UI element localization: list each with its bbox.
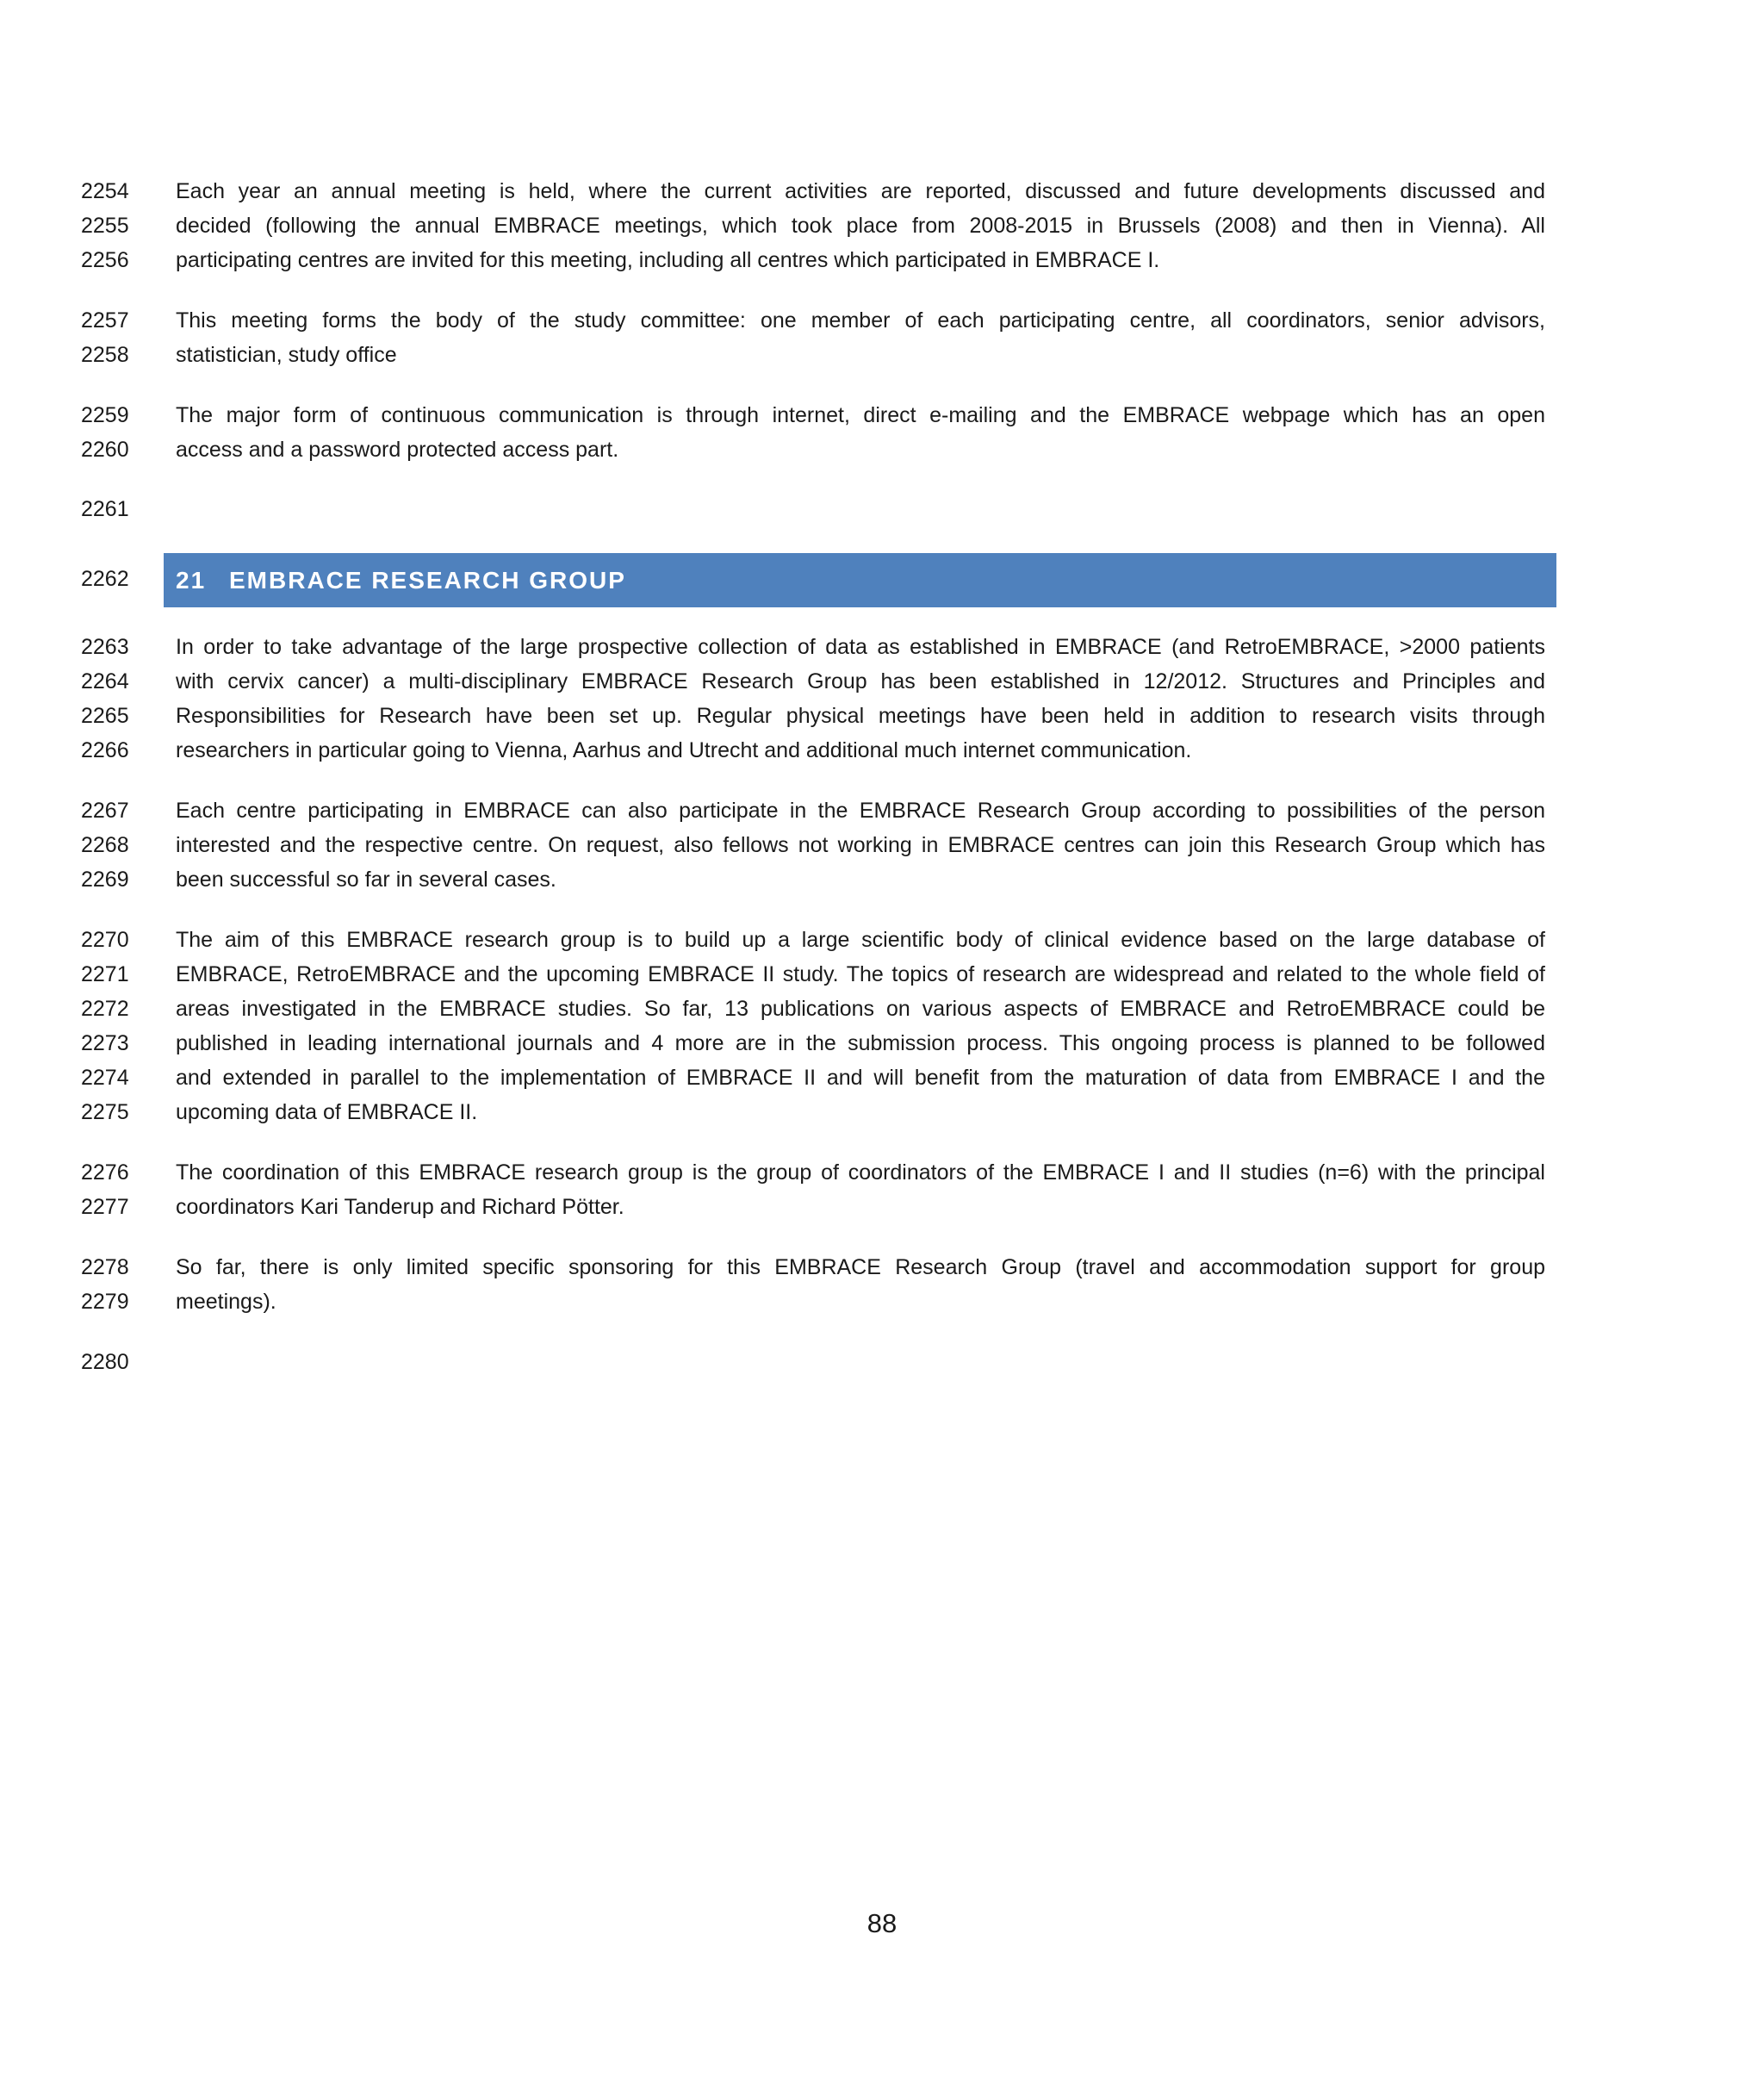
text-line	[0, 1250, 1764, 1284]
line-number: 2254	[81, 179, 129, 203]
line-number: 2261	[81, 497, 129, 521]
line-text: Responsibilities for Research have been set up. Regular physical meetings have been held in addition to research visits through	[176, 704, 1545, 728]
text-line	[0, 1284, 1764, 1319]
line-text: EMBRACE, RetroEMBRACE and the upcoming EMBRACE II study. The topics of research are widespread and related to the whole field of	[176, 962, 1545, 986]
line-text: researchers in particular going to Vienna, Aarhus and Utrecht and additional much internet communication.	[176, 738, 1192, 762]
line-number: 2268	[81, 833, 129, 857]
text-line	[0, 699, 1764, 733]
line-text: The aim of this EMBRACE research group is to build up a large scientific body of clinical evidence based on the large database of	[176, 928, 1545, 952]
text-line	[0, 562, 1764, 596]
line-number: 2266	[81, 738, 129, 762]
line-number: 2267	[81, 799, 129, 823]
line-text: The coordination of this EMBRACE research group is the group of coordinators of the EMBRACE I and II studies (n=6) with the principal	[176, 1160, 1545, 1185]
text-line	[0, 793, 1764, 828]
line-number: 2260	[81, 438, 129, 462]
line-text: In order to take advantage of the large prospective collection of data as established in EMBRACE (and RetroEMBRACE, >2000 patients	[176, 635, 1545, 659]
line-number: 2276	[81, 1160, 129, 1185]
line-number: 2262	[81, 567, 129, 591]
text-line	[0, 174, 1764, 208]
line-text: interested and the respective centre. On request, also fellows not working in EMBRACE centres can join this Research Group which has	[176, 833, 1545, 857]
text-line	[0, 1060, 1764, 1095]
line-text: with cervix cancer) a multi-disciplinary EMBRACE Research Group has been established in 12/2012. Structures and Principles and	[176, 669, 1545, 693]
line-text: meetings).	[176, 1290, 276, 1314]
line-number: 2259	[81, 403, 129, 427]
line-text: This meeting forms the body of the study committee: one member of each participating centre, all coordinators, senior advisors,	[176, 308, 1545, 333]
text-line	[0, 492, 1764, 526]
section-title: EMBRACE RESEARCH GROUP	[229, 567, 626, 594]
text-line	[0, 303, 1764, 338]
line-number: 2256	[81, 248, 129, 272]
line-number: 2271	[81, 962, 129, 986]
line-number: 2279	[81, 1290, 129, 1314]
text-line	[0, 664, 1764, 699]
line-number: 2255	[81, 214, 129, 238]
text-line	[0, 862, 1764, 897]
line-number: 2272	[81, 997, 129, 1021]
line-number: 2277	[81, 1195, 129, 1219]
line-number: 2278	[81, 1255, 129, 1279]
line-number: 2274	[81, 1066, 129, 1090]
line-number: 2280	[81, 1350, 129, 1374]
line-number: 2258	[81, 343, 129, 367]
line-text: been successful so far in several cases.	[176, 868, 556, 892]
text-line	[0, 398, 1764, 432]
text-line	[0, 243, 1764, 277]
text-line	[0, 1095, 1764, 1129]
text-line	[0, 1155, 1764, 1190]
line-text: published in leading international journals and 4 more are in the submission process. This ongoing process is planned to be followed	[176, 1031, 1545, 1055]
section-number: 21	[176, 567, 207, 594]
line-text: statistician, study office	[176, 343, 397, 367]
line-number: 2275	[81, 1100, 129, 1124]
line-number: 2270	[81, 928, 129, 952]
text-line	[0, 957, 1764, 992]
line-number: 2265	[81, 704, 129, 728]
text-line	[0, 1026, 1764, 1060]
line-text: Each centre participating in EMBRACE can also participate in the EMBRACE Research Group according to possibilities of the person	[176, 799, 1545, 823]
text-line	[0, 338, 1764, 372]
line-number: 2273	[81, 1031, 129, 1055]
line-text: access and a password protected access part.	[176, 438, 619, 462]
line-text: upcoming data of EMBRACE II.	[176, 1100, 478, 1124]
line-text: decided (following the annual EMBRACE meetings, which took place from 2008-2015 in Brussels (2008) and then in Vienna). All	[176, 214, 1545, 238]
line-number: 2264	[81, 669, 129, 693]
text-line	[0, 432, 1764, 467]
line-number: 2263	[81, 635, 129, 659]
text-line	[0, 1190, 1764, 1224]
text-line	[0, 733, 1764, 768]
text-line	[0, 828, 1764, 862]
page-number: 88	[866, 1908, 898, 1938]
line-text: and extended in parallel to the implementation of EMBRACE II and will benefit from the maturation of data from EMBRACE I and the	[176, 1066, 1545, 1090]
line-text: The major form of continuous communication is through internet, direct e-mailing and the EMBRACE webpage which has an open	[176, 403, 1545, 427]
line-text: coordinators Kari Tanderup and Richard Pötter.	[176, 1195, 624, 1219]
line-text: areas investigated in the EMBRACE studies. So far, 13 publications on various aspects of EMBRACE and RetroEMBRACE could be	[176, 997, 1545, 1021]
line-number: 2257	[81, 308, 129, 333]
text-line	[0, 1345, 1764, 1379]
line-text: Each year an annual meeting is held, where the current activities are reported, discussed and future developments discussed and	[176, 179, 1545, 203]
text-line	[0, 630, 1764, 664]
text-line	[0, 208, 1764, 243]
line-text: So far, there is only limited specific sponsoring for this EMBRACE Research Group (travel and accommodation support for group	[176, 1255, 1545, 1279]
text-line	[0, 992, 1764, 1026]
line-number: 2269	[81, 868, 129, 892]
line-text: participating centres are invited for this meeting, including all centres which participated in EMBRACE I.	[176, 248, 1160, 272]
text-line	[0, 923, 1764, 957]
